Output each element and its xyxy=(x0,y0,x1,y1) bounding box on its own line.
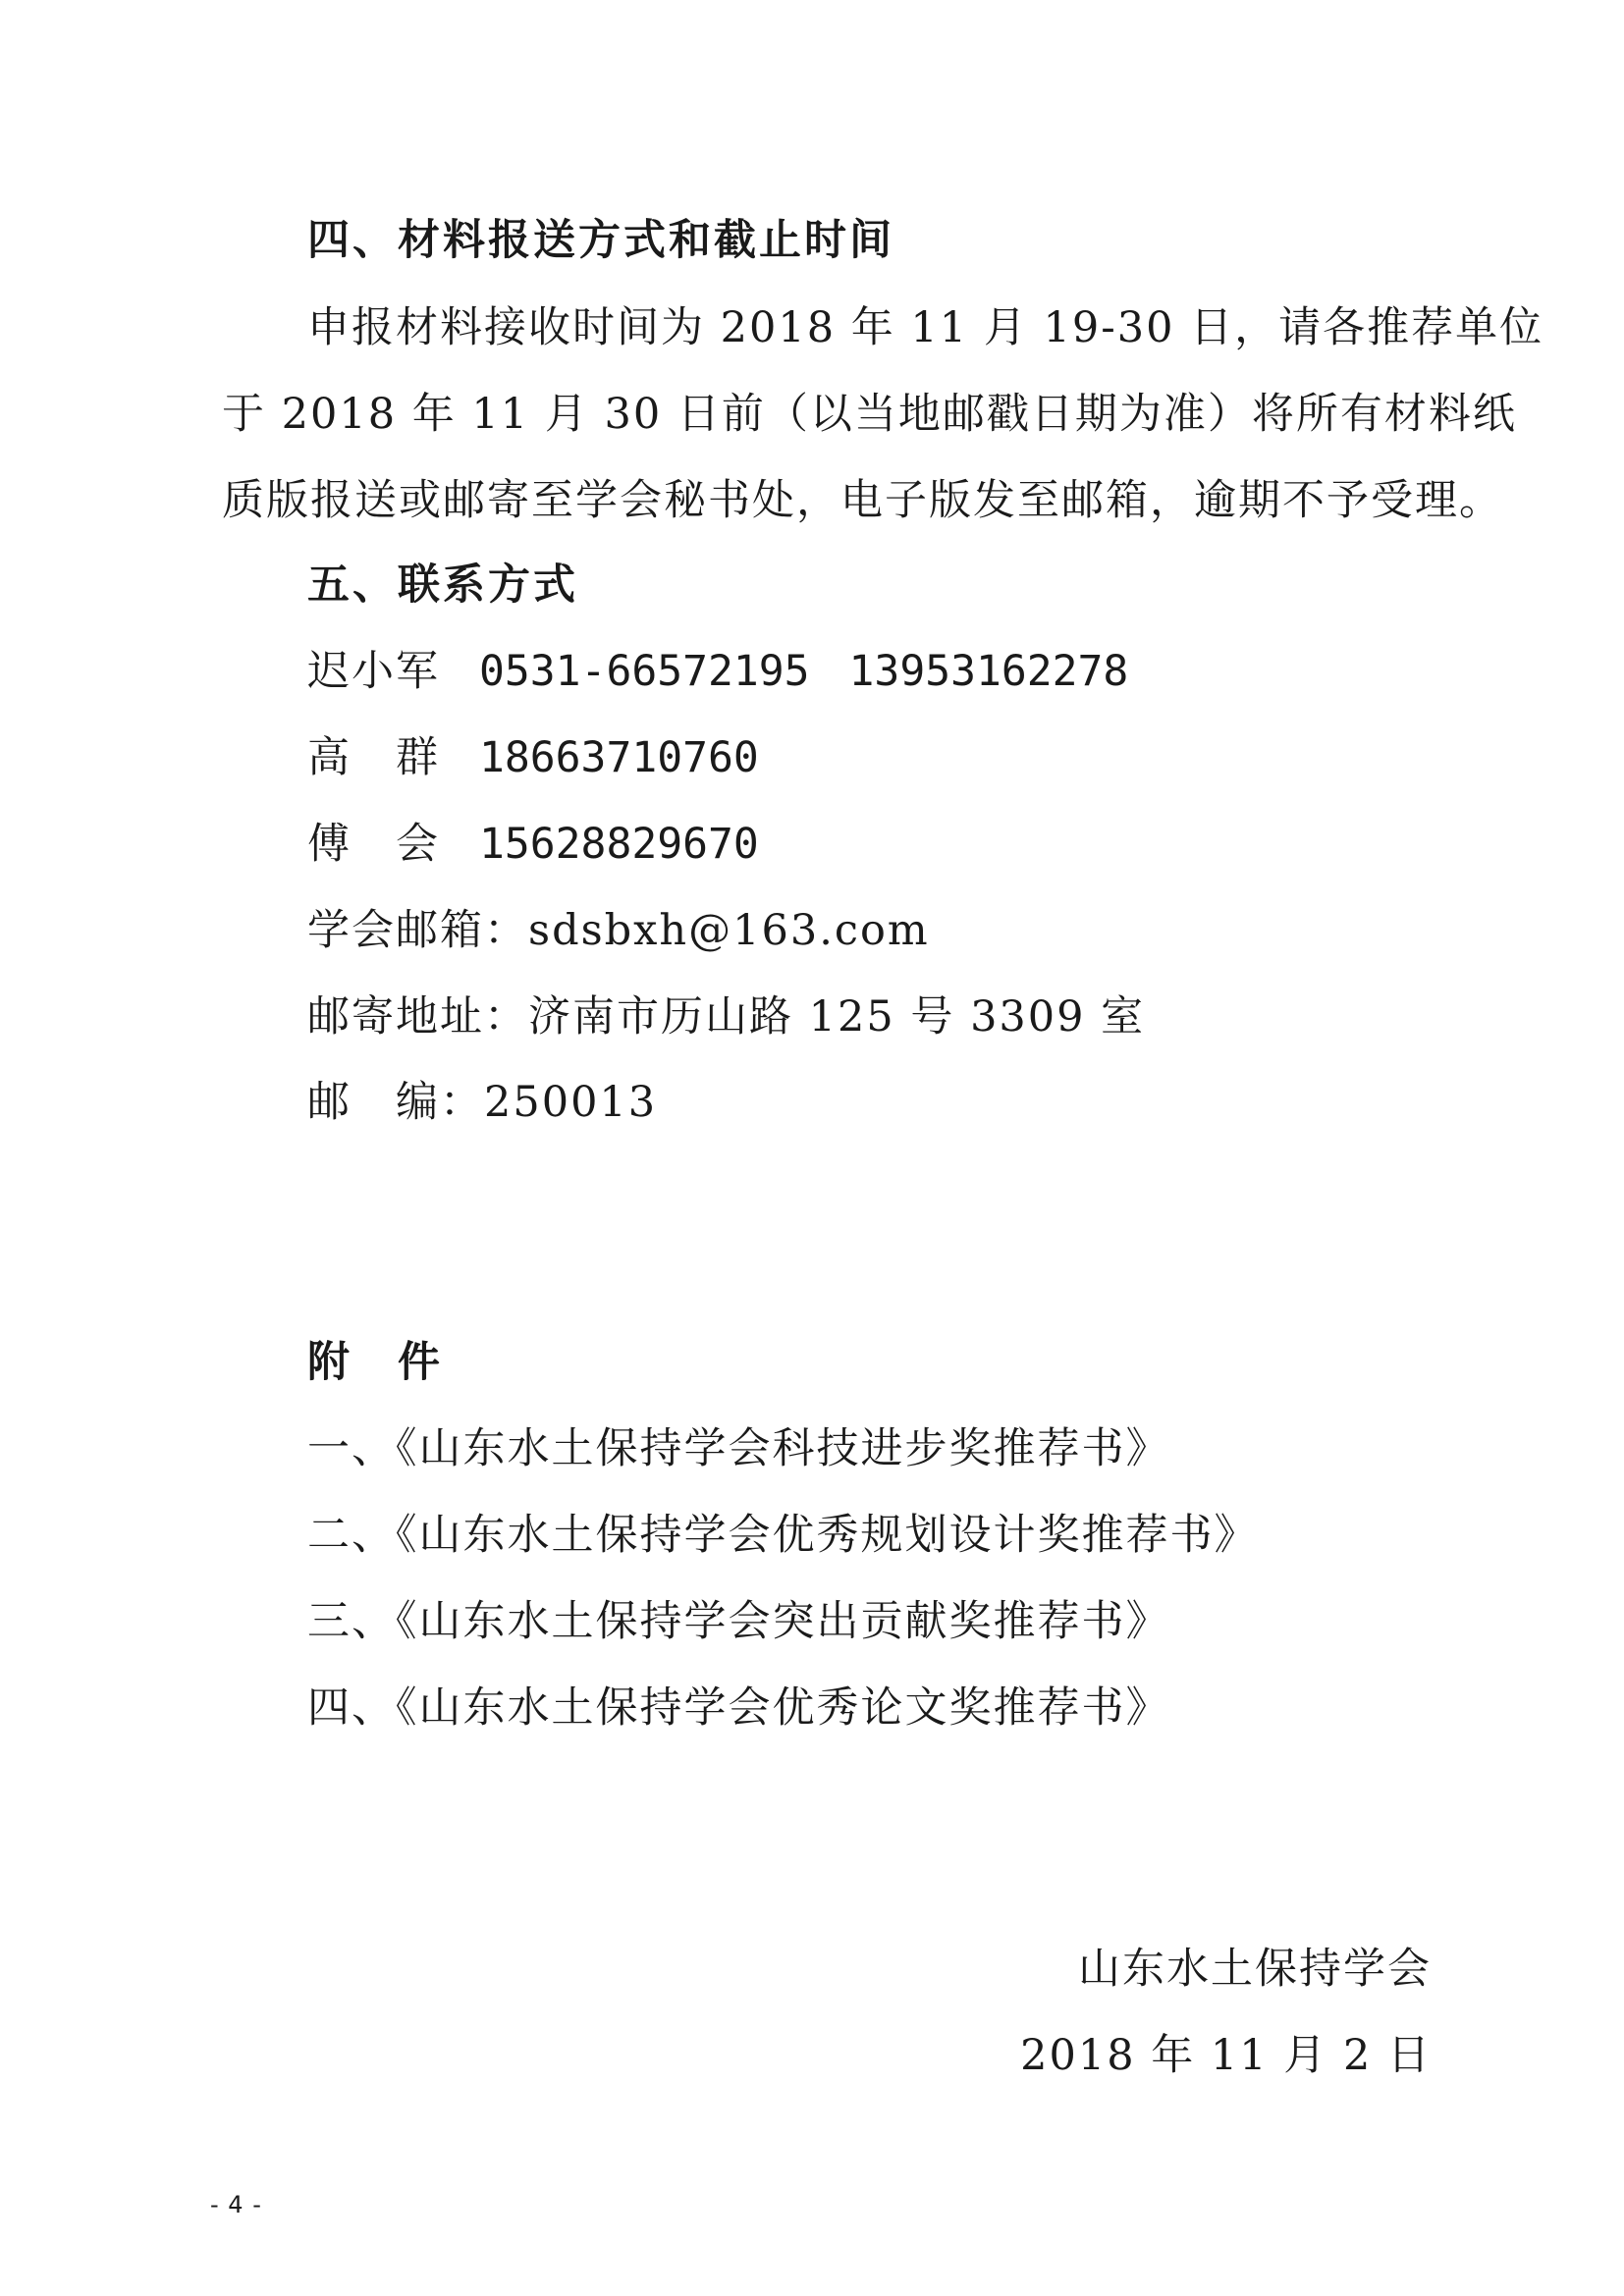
address-line: 邮寄地址：济南市历山路 125 号 3309 室 xyxy=(307,992,1146,1041)
section-4-paragraph-line-2: 于 2018 年 11 月 30 日前（以当地邮戳日期为准）将所有材料纸 xyxy=(222,390,1517,439)
section-4-heading: 四、材料报送方式和截止时间 xyxy=(307,216,894,265)
contact-mobile: 18663710760 xyxy=(479,733,759,782)
postcode-line: 邮 编：250013 xyxy=(307,1078,658,1127)
signature-date: 2018 年 11 月 2 日 xyxy=(1020,2031,1432,2080)
attachment-item: 二、《山东水土保持学会优秀规划设计奖推荐书》 xyxy=(307,1511,1259,1560)
contact-phone: 0531-66572195 xyxy=(479,647,810,696)
email-line: 学会邮箱：sdsbxh@163.com xyxy=(307,906,930,955)
contact-mobile: 15628829670 xyxy=(479,820,759,869)
signature-organization: 山东水土保持学会 xyxy=(1078,1945,1432,1994)
section-4-paragraph-line-3: 质版报送或邮寄至学会秘书处，电子版发至邮箱，逾期不予受理。 xyxy=(222,476,1503,525)
attachments-heading: 附 件 xyxy=(307,1338,443,1387)
contact-row xyxy=(307,817,759,872)
contact-name: 高 群 xyxy=(307,733,440,782)
contact-row xyxy=(307,730,759,785)
attachment-item: 三、《山东水土保持学会突出贡献奖推荐书》 xyxy=(307,1597,1170,1646)
section-4-paragraph-line-1: 申报材料接收时间为 2018 年 11 月 19-30 日，请各推荐单位 xyxy=(307,303,1544,352)
contact-name: 傅 会 xyxy=(307,820,440,869)
contact-name: 迟小军 xyxy=(307,647,440,696)
attachment-item: 四、《山东水土保持学会优秀论文奖推荐书》 xyxy=(307,1683,1170,1733)
contact-row xyxy=(307,644,1128,699)
contact-mobile: 13953162278 xyxy=(848,647,1129,696)
section-5-heading: 五、联系方式 xyxy=(307,561,578,610)
attachment-item: 一、《山东水土保持学会科技进步奖推荐书》 xyxy=(307,1424,1170,1473)
page-number: - 4 - xyxy=(210,2191,262,2218)
